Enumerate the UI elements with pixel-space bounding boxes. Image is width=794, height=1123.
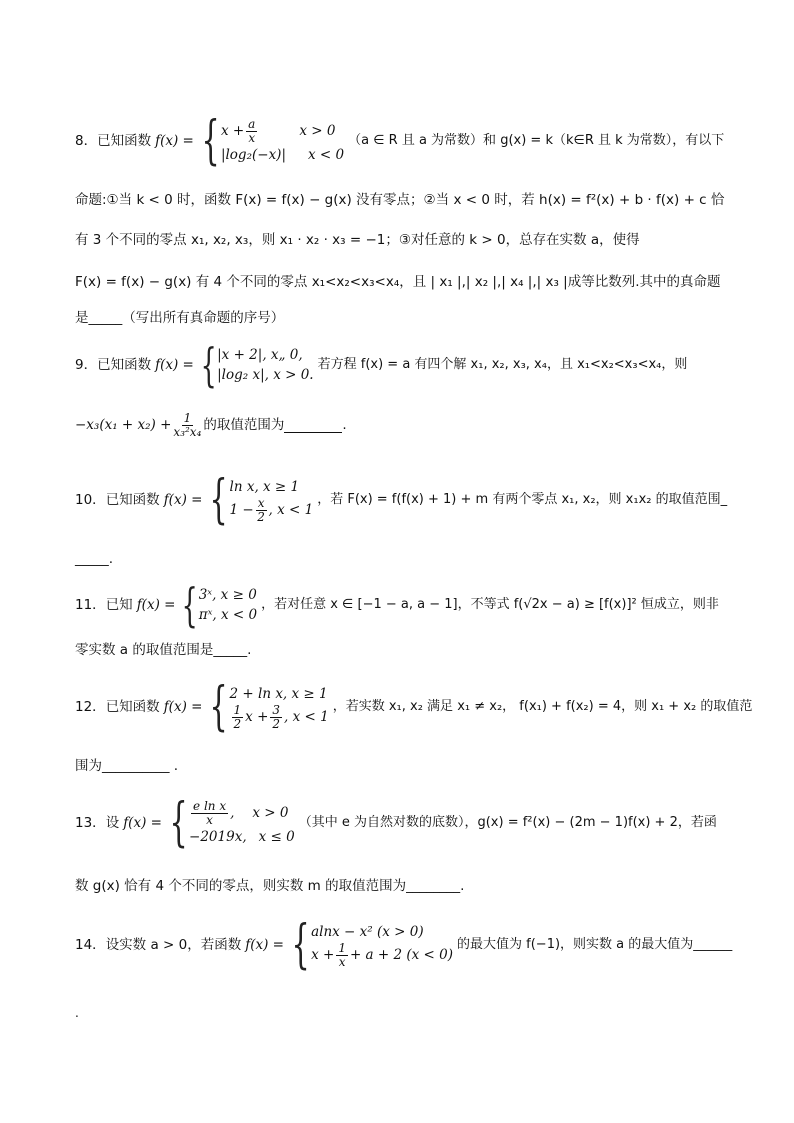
q14-case-2 bbox=[311, 942, 453, 969]
q8-case2-expr: |log₂(−x)| bbox=[220, 146, 286, 163]
q8-line-2: 命题:①当 k < 0 时，函数 F(x) = f(x) − g(x) 没有零点；②当 x < 0 时，若 h(x) = f²(x) + b · f(x) + c 恰 bbox=[75, 192, 725, 208]
q9-brace: { bbox=[200, 338, 217, 392]
q9-piecewise bbox=[198, 338, 314, 392]
q12-line1-post: ，若实数 x₁, x₂ 满足 x₁ ≠ x₂， f(x₁) + f(x₂) = 4，则 x₁ + x₂ 的取值范 bbox=[332, 699, 753, 714]
q9-case-1: |x + 2|, x„ 0, bbox=[217, 347, 303, 363]
q9-fx: f(x) = bbox=[155, 357, 194, 373]
q8-case-2 bbox=[221, 145, 344, 165]
q9-range-text: 的取值范围为 bbox=[203, 417, 285, 433]
q12-case2-n2: 3 bbox=[272, 702, 281, 717]
q13-line1-post: （其中 e 为自然对数的底数），g(x) = f²(x) − (2m − 1)f(x) + 2，若函 bbox=[298, 815, 717, 830]
q13-case-1: $\frac{\text{e ln x}}{x}$ , x > 0 bbox=[193, 798, 289, 827]
q11-number: 11． bbox=[75, 597, 106, 613]
q12-line-2: 围为__________ . bbox=[75, 758, 179, 774]
q14-line1-post: 的最大值为 f(−1)，则实数 a 的最大值为______ bbox=[457, 937, 733, 952]
q14-case2-num: 1 bbox=[338, 940, 346, 955]
q14-case2-pre: x + bbox=[311, 947, 335, 963]
q11-line-2: 零实数 a 的取值范围是_____. bbox=[75, 642, 252, 658]
q12-line-1 bbox=[75, 676, 753, 738]
q12-number: 12． bbox=[75, 699, 106, 715]
q11-line-1 bbox=[75, 578, 724, 632]
q8-line-1 bbox=[75, 113, 724, 169]
q9-frac-den: x₃²x₄ bbox=[173, 424, 202, 439]
q8-case1-a: a bbox=[248, 116, 256, 131]
q9-cases bbox=[217, 345, 313, 385]
q11-cases bbox=[199, 585, 257, 625]
q11-fx: f(x) = bbox=[136, 597, 176, 613]
q8-intro: 已知函数 bbox=[97, 133, 152, 149]
q14-piecewise bbox=[288, 915, 454, 975]
q14-case2-post: + a + 2 (x < 0) bbox=[349, 947, 454, 963]
q10-case-2 bbox=[230, 497, 314, 524]
q8-case1-x: x bbox=[248, 130, 256, 145]
q13-case2-expr: −2019x, bbox=[189, 828, 247, 845]
q10-case2-den: 2 bbox=[257, 509, 265, 524]
q9-number: 9． bbox=[75, 357, 98, 373]
q14-case2-den: x bbox=[338, 954, 346, 969]
q12-intro: 已知函数 bbox=[105, 699, 160, 715]
q9-case-2: |log₂ x|, x > 0. bbox=[217, 367, 314, 383]
q12-case2-n1: 1 bbox=[233, 702, 242, 717]
q8-case2-cond: x < 0 bbox=[308, 146, 345, 163]
q11-piecewise bbox=[179, 578, 258, 632]
q14-line-1 bbox=[75, 912, 733, 978]
q10-case-1: ln x, x ≥ 1 bbox=[229, 478, 300, 495]
q13-number: 13． bbox=[75, 815, 106, 831]
q10-case2-num: x bbox=[257, 495, 265, 510]
q8-line1-post: （a ∈ R 且 a 为常数）和 g(x) = k（k∈R 且 k 为常数），有以下 bbox=[348, 133, 725, 148]
q9-fraction bbox=[173, 412, 201, 439]
q13-case-2 bbox=[189, 827, 295, 847]
q9-line-1 bbox=[75, 340, 724, 390]
q14-fx: f(x) = bbox=[245, 937, 284, 953]
q8-cases bbox=[221, 118, 344, 165]
q13-piecewise bbox=[166, 793, 295, 853]
q10-line-2: _____. bbox=[75, 551, 114, 567]
q14-intro: 设实数 a > 0，若函数 bbox=[105, 937, 242, 953]
q8-line-3: 有 3 个不同的零点 x₁, x₂, x₃，则 x₁ · x₂ · x₃ = −1；③对任意的 k > 0，总存在实数 a，使得 bbox=[75, 232, 640, 248]
q10-cases bbox=[230, 477, 314, 524]
q10-line-1 bbox=[75, 470, 728, 530]
q9-intro: 已知函数 bbox=[97, 357, 152, 373]
q8-line-5: 是_____（写出所有真命题的序号） bbox=[75, 310, 285, 326]
q10-case2-pre: 1 − bbox=[229, 502, 254, 518]
q8-fx: f(x) = bbox=[155, 133, 194, 149]
q14-number: 14． bbox=[75, 937, 106, 953]
q9-frac-num: 1 bbox=[183, 410, 192, 425]
q8-case1-cond: x > 0 bbox=[299, 123, 336, 139]
q13-case1-cond: x > 0 bbox=[252, 805, 289, 821]
q12-case2-d2: 2 bbox=[272, 716, 281, 731]
q13-case1-den: x bbox=[206, 812, 213, 827]
q8-brace: { bbox=[201, 111, 220, 171]
q9-expr: −x₃(x₁ + x₂) + bbox=[75, 417, 172, 433]
q9-line1-post: 若方程 f(x) = a 有四个解 x₁, x₂, x₃, x₄，且 x₁<x₂<x₃<x₄，则 bbox=[317, 357, 688, 372]
q12-brace: { bbox=[209, 677, 229, 737]
q14-brace: { bbox=[291, 915, 310, 975]
q9-answer-blank bbox=[284, 418, 342, 433]
q12-case2-d1: 2 bbox=[233, 716, 242, 731]
q11-intro: 已知 bbox=[105, 597, 133, 613]
q8-number: 8． bbox=[75, 133, 98, 149]
q12-case2-post: , x < 1 bbox=[284, 709, 329, 725]
q13-fx: f(x) = bbox=[123, 815, 162, 831]
q12-piecewise bbox=[206, 677, 329, 737]
q13-line-2: 数 g(x) 恰有 4 个不同的零点，则实数 m 的取值范围为________. bbox=[75, 878, 465, 894]
q8-line-4: F(x) = f(x) − g(x) 有 4 个不同的零点 x₁<x₂<x₃<x₄，且 | x₁ |,| x₂ |,| x₄ |,| x₃ |成等比数列.其中的真命题 bbox=[75, 274, 721, 290]
q8-case-1: x + $\frac{a}{x}$ x > 0 bbox=[220, 116, 336, 145]
q13-brace: { bbox=[169, 793, 188, 853]
q10-line1-post: ，若 F(x) = f(f(x) + 1) + m 有两个零点 x₁, x₂，则 x₁x₂ 的取值范围_ bbox=[317, 492, 728, 507]
q13-cases bbox=[189, 800, 295, 847]
q10-brace: { bbox=[209, 470, 229, 530]
q13-case2-cond: x ≤ 0 bbox=[258, 828, 295, 845]
q10-case2-post: , x < 1 bbox=[268, 502, 314, 518]
q10-number: 10． bbox=[75, 492, 106, 508]
q12-case-2 bbox=[230, 704, 329, 731]
q11-case-2: πˣ, x < 0 bbox=[198, 607, 258, 623]
q14-trailing-dot: . bbox=[75, 1006, 79, 1020]
q12-cases bbox=[230, 684, 329, 731]
q11-case-1: 3ˣ, x ≥ 0 bbox=[198, 587, 257, 603]
q13-intro: 设 bbox=[105, 815, 120, 831]
q13-line-1 bbox=[75, 792, 724, 854]
q14-case-1: alnx − x² (x > 0) bbox=[311, 923, 424, 940]
q9-period: . bbox=[342, 417, 347, 433]
q9-line-2 bbox=[75, 405, 724, 445]
q10-piecewise bbox=[206, 470, 314, 530]
q13-case1-num: e ln x bbox=[193, 798, 227, 813]
q11-line1-post: ，若对任意 x ∈ [−1 − a, a − 1]，不等式 f(√2x − a) ≥ [f(x)]² 恒成立，则非 bbox=[261, 597, 719, 612]
q8-piecewise bbox=[198, 111, 345, 171]
q10-fx: f(x) = bbox=[163, 492, 203, 508]
q12-fx: f(x) = bbox=[163, 699, 203, 715]
q10-intro: 已知函数 bbox=[105, 492, 160, 508]
q12-case-1: 2 + ln x, x ≥ 1 bbox=[229, 685, 328, 702]
q12-case2-mid: x + bbox=[245, 709, 269, 725]
q14-cases bbox=[311, 922, 453, 969]
q11-brace: { bbox=[182, 578, 199, 632]
